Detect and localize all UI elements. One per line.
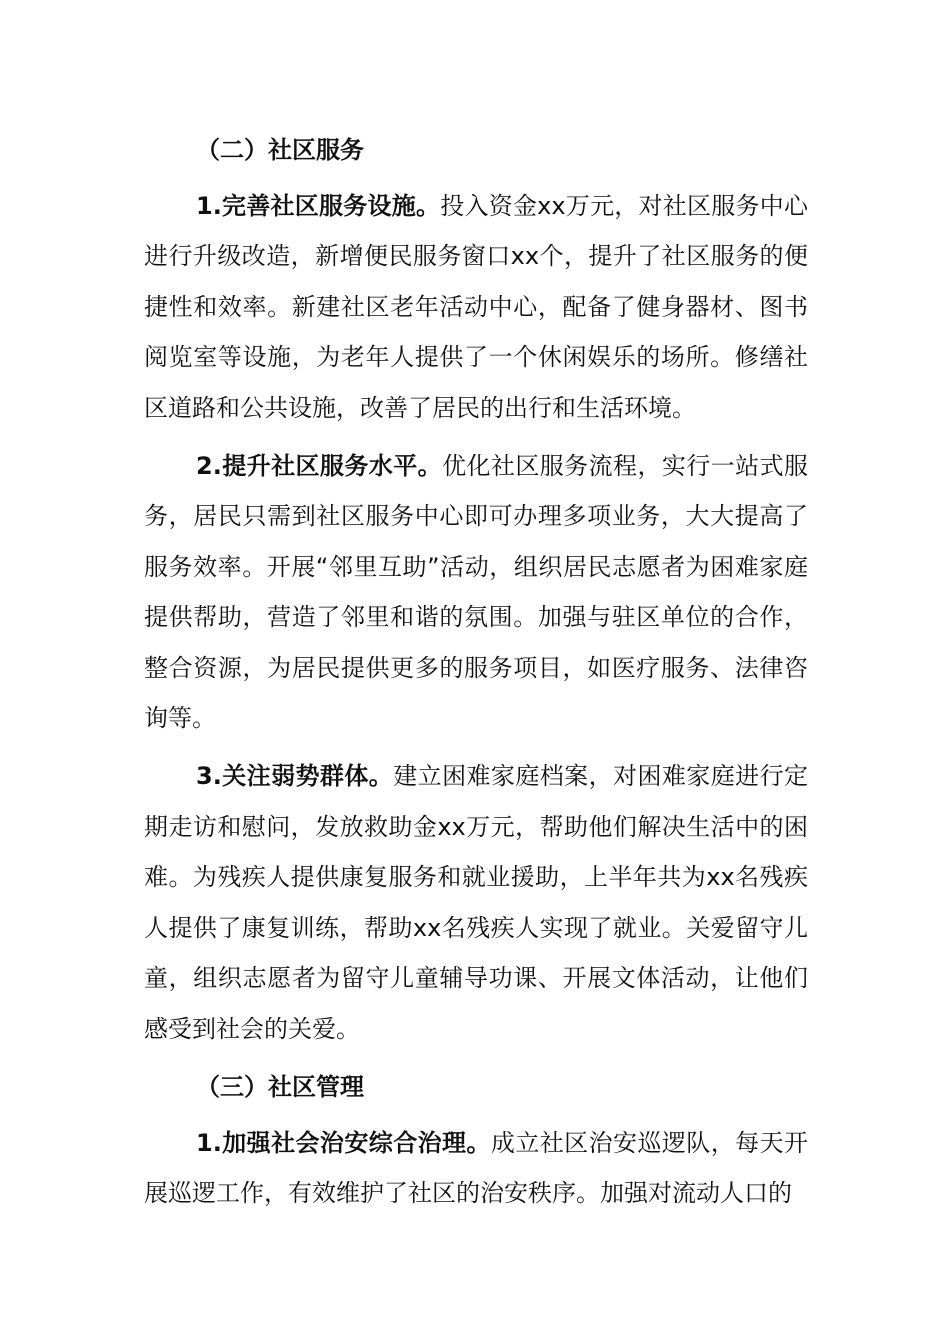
paragraph-lead: 1.加强社会治安综合治理。 (196, 1128, 491, 1157)
paragraph-vulnerable-groups (144, 751, 808, 1053)
section-heading-community-management: （三）社区管理 (196, 1072, 364, 1101)
paragraph-text: 投入资金xx万元，对社区服务中心进行升级改造，新增便民服务窗口xx个，提升了社区服务的便捷性和效率。新建社区老年活动中心，配备了健身器材、图书阅览室等设施，为老年人提供了一个休闲娱乐的场所。修缮社区道路和公共设施，改善了居民的出行和生活环境。 (144, 192, 808, 422)
paragraph-text: 成立社区治安巡逻队，每天开展巡逻工作，有效维护了社区的治安秩序。加强对流动人口的 (144, 1128, 808, 1208)
paragraph-service-facilities (144, 181, 808, 433)
paragraph-lead: 3.关注弱势群体。 (196, 762, 394, 791)
paragraph-lead: 2.提升社区服务水平。 (196, 452, 443, 481)
paragraph-text: 建立困难家庭档案，对困难家庭进行定期走访和慰问，发放救助金xx万元，帮助他们解决生活中的困难。为残疾人提供康复服务和就业援助，上半年共为xx名残疾人提供了康复训练，帮助xx名残疾人实现了就业。关爱留守儿童，组织志愿者为留守儿童辅导功课、开展文体活动，让他们感受到社会的关爱。 (144, 762, 808, 1043)
paragraph-lead: 1.完善社区服务设施。 (196, 192, 441, 220)
document-body (144, 125, 808, 1219)
paragraph-text: 优化社区服务流程，实行一站式服务，居民只需到社区服务中心即可办理多项业务，大大提高了服务效率。开展“邻里互助”活动，组织居民志愿者为困难家庭提供帮助，营造了邻里和谐的氛围。加强与驻区单位的合作，整合资源，为居民提供更多的服务项目，如医疗服务、法律咨询等。 (144, 452, 808, 733)
paragraph-service-level (144, 441, 808, 743)
section-heading-community-service: （二）社区服务 (196, 136, 364, 164)
paragraph-public-security (144, 1118, 808, 1219)
